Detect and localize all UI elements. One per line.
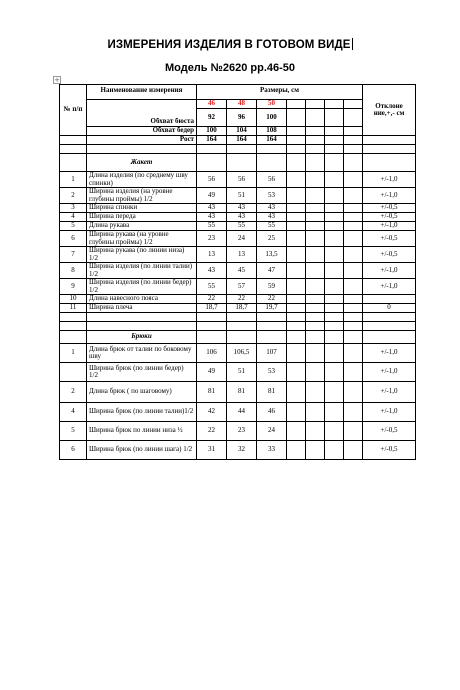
hips-value: 100 [197, 127, 227, 136]
empty-cell [325, 154, 344, 172]
size-value: 49 [197, 188, 227, 204]
size-value: 31 [197, 441, 227, 460]
measurement-name: Ширина рукава (по линии низа) 1/2 [87, 247, 197, 263]
size-value: 55 [197, 279, 227, 295]
empty-cell [197, 313, 227, 322]
height-value: 164 [227, 136, 257, 145]
measurement-name: Ширина переда [87, 213, 197, 222]
table-row [60, 172, 416, 188]
chest-value: 96 [227, 109, 257, 127]
size-value: 53 [257, 363, 287, 382]
table-row [60, 247, 416, 263]
tolerance-value: +/-1,0 [363, 363, 416, 382]
row-number: 1 [60, 172, 87, 188]
empty-cell [306, 154, 325, 172]
size-value: 56 [197, 172, 227, 188]
row-number: 9 [60, 279, 87, 295]
row-number: 2 [60, 188, 87, 204]
size-value: 25 [257, 231, 287, 247]
empty-cell [287, 382, 306, 403]
tolerance-value: +/-1,0 [363, 263, 416, 279]
empty-cell [287, 247, 306, 263]
tolerance-value: +/-0,5 [363, 441, 416, 460]
height-row [60, 136, 416, 145]
empty-cell [325, 363, 344, 382]
row-number: 1 [60, 344, 87, 363]
section-title: Брюки [87, 331, 197, 344]
header-sizes: Размеры, см [197, 85, 363, 100]
empty-cell [325, 403, 344, 422]
table-row [60, 263, 416, 279]
size-value: 56 [227, 172, 257, 188]
size-value: 51 [227, 188, 257, 204]
table-move-handle-icon[interactable]: + [54, 76, 60, 84]
measurement-name: Ширина плеча [87, 304, 197, 313]
empty-cell [87, 313, 197, 322]
empty-cell [325, 100, 344, 109]
empty-cell [306, 222, 325, 231]
size-value: 59 [257, 279, 287, 295]
empty-cell [363, 145, 416, 154]
size-value: 33 [257, 441, 287, 460]
empty-cell [325, 172, 344, 188]
empty-cell [325, 247, 344, 263]
hips-label: Обхват бедер [87, 127, 197, 136]
empty-cell [306, 403, 325, 422]
header-name: Наименование измерения [87, 85, 197, 100]
size-value: 22 [197, 422, 227, 441]
empty-cell [344, 213, 363, 222]
text-cursor [352, 38, 353, 50]
model-subtitle: Модель №2620 рр.46-50 [164, 62, 296, 74]
row-number: 10 [60, 295, 87, 304]
table-row [60, 295, 416, 304]
tolerance-value: +/-1,0 [363, 222, 416, 231]
empty-cell [344, 109, 363, 127]
row-number: 4 [60, 403, 87, 422]
empty-cell [344, 127, 363, 136]
empty-cell [257, 145, 287, 154]
size-value: 24 [257, 422, 287, 441]
empty-cell [287, 222, 306, 231]
tolerance-value: +/-0,5 [363, 204, 416, 213]
empty-cell [287, 295, 306, 304]
row-number: 2 [60, 382, 87, 403]
chest-label: Обхват бюста [87, 118, 197, 127]
empty-cell [257, 154, 287, 172]
empty-cell [325, 344, 344, 363]
height-value: 164 [197, 136, 227, 145]
tolerance-value: +/-1,0 [363, 279, 416, 295]
size-value: 13,5 [257, 247, 287, 263]
empty-cell [344, 304, 363, 313]
tolerance-value: 0 [363, 304, 416, 313]
empty-cell [344, 279, 363, 295]
chest-value: 92 [197, 109, 227, 127]
empty-cell [325, 231, 344, 247]
empty-cell [325, 441, 344, 460]
empty-cell [287, 172, 306, 188]
empty-cell [287, 422, 306, 441]
measurement-name: Ширина рукава (на уровне глубины проймы) 1/2 [87, 231, 197, 247]
size-value: 81 [227, 382, 257, 403]
size-value: 18,7 [227, 304, 257, 313]
size-value: 22 [197, 295, 227, 304]
empty-cell [306, 441, 325, 460]
size-value: 43 [227, 204, 257, 213]
size-value: 106 [197, 344, 227, 363]
empty-cell [325, 331, 344, 344]
empty-cell [306, 109, 325, 127]
tolerance-value [363, 295, 416, 304]
row-number: 8 [60, 263, 87, 279]
empty-cell [306, 213, 325, 222]
empty-cell [306, 422, 325, 441]
size-value: 47 [257, 263, 287, 279]
empty-cell [325, 322, 344, 331]
measurement-name: Ширина спинки [87, 204, 197, 213]
empty-cell [344, 344, 363, 363]
empty-cell [325, 222, 344, 231]
size-value: 55 [227, 222, 257, 231]
measurement-name: Ширина брюк (по линии талии)1/2 [87, 403, 197, 422]
empty-cell [287, 100, 306, 109]
size-label: 46 [197, 100, 227, 109]
row-number: 6 [60, 441, 87, 460]
header-tolerance: Отклоне ние,+,- см [363, 85, 416, 136]
empty-cell [287, 441, 306, 460]
size-value: 43 [197, 204, 227, 213]
measurement-name: Ширина изделия (на уровне глубины проймы) 1/2 [87, 188, 197, 204]
empty-cell [344, 204, 363, 213]
size-labels-row [60, 100, 416, 109]
size-value: 55 [257, 222, 287, 231]
header-blank [87, 100, 197, 118]
empty-cell [306, 331, 325, 344]
empty-cell [287, 231, 306, 247]
tolerance-value: +/-0,5 [363, 213, 416, 222]
empty-cell [325, 263, 344, 279]
section-title: Жакет [87, 154, 197, 172]
empty-cell [60, 322, 87, 331]
empty-cell [257, 313, 287, 322]
empty-cell [325, 295, 344, 304]
empty-cell [87, 322, 197, 331]
empty-cell [325, 204, 344, 213]
empty-cell [287, 263, 306, 279]
chest-value: 100 [257, 109, 287, 127]
measurement-name: Ширина изделия (по линии талии) 1/2 [87, 263, 197, 279]
empty-cell [306, 322, 325, 331]
empty-cell [363, 136, 416, 145]
empty-cell [363, 154, 416, 172]
size-value: 53 [257, 188, 287, 204]
empty-cell [306, 204, 325, 213]
measurement-name: Длина навесного пояса [87, 295, 197, 304]
table-row [60, 403, 416, 422]
empty-cell [344, 295, 363, 304]
size-label: 50 [257, 100, 287, 109]
empty-cell [325, 279, 344, 295]
empty-cell [306, 313, 325, 322]
empty-cell [287, 204, 306, 213]
empty-cell [227, 145, 257, 154]
empty-cell [257, 331, 287, 344]
hips-row [60, 127, 416, 136]
height-label: Рост [87, 136, 197, 145]
document-title-text: ИЗМЕРЕНИЯ ИЗДЕЛИЯ В ГОТОВОМ ВИДЕ [107, 39, 351, 51]
empty-cell [344, 441, 363, 460]
size-value: 22 [227, 295, 257, 304]
measurement-name: Ширина брюк (по линии шага) 1/2 [87, 441, 197, 460]
size-label: 48 [227, 100, 257, 109]
empty-cell [306, 263, 325, 279]
table-row [60, 363, 416, 382]
size-value: 43 [257, 204, 287, 213]
empty-cell [344, 422, 363, 441]
empty-cell [306, 279, 325, 295]
table-row [60, 222, 416, 231]
size-value: 23 [227, 422, 257, 441]
empty-cell [344, 231, 363, 247]
size-value: 51 [227, 363, 257, 382]
empty-cell [197, 331, 227, 344]
row-number: 4 [60, 213, 87, 222]
empty-cell [325, 313, 344, 322]
empty-cell [227, 331, 257, 344]
empty-cell [325, 145, 344, 154]
empty-cell [60, 331, 87, 344]
empty-cell [306, 295, 325, 304]
table-row [60, 213, 416, 222]
table-row [60, 204, 416, 213]
document-title [0, 38, 460, 51]
table-row [60, 382, 416, 403]
empty-cell [306, 136, 325, 145]
empty-cell [306, 382, 325, 403]
size-value: 24 [227, 231, 257, 247]
size-value: 56 [257, 172, 287, 188]
empty-cell [325, 127, 344, 136]
size-value: 13 [197, 247, 227, 263]
empty-cell [287, 304, 306, 313]
measurement-name: Длина рукава [87, 222, 197, 231]
empty-cell [363, 313, 416, 322]
tolerance-value: +/-0,5 [363, 422, 416, 441]
hips-value: 108 [257, 127, 287, 136]
table-row [60, 279, 416, 295]
empty-cell [344, 263, 363, 279]
empty-cell [197, 322, 227, 331]
row-number: 5 [60, 422, 87, 441]
tolerance-value: +/-0,5 [363, 231, 416, 247]
empty-cell [344, 136, 363, 145]
empty-cell [227, 313, 257, 322]
spacer-row [60, 145, 416, 154]
empty-cell [306, 247, 325, 263]
size-value: 57 [227, 279, 257, 295]
row-number: 6 [60, 231, 87, 247]
size-value: 107 [257, 344, 287, 363]
size-value: 43 [197, 263, 227, 279]
tolerance-value: +/-1,0 [363, 188, 416, 204]
empty-cell [306, 127, 325, 136]
size-value: 45 [227, 263, 257, 279]
size-value: 32 [227, 441, 257, 460]
size-value: 13 [227, 247, 257, 263]
hips-value: 104 [227, 127, 257, 136]
empty-cell [306, 145, 325, 154]
empty-cell [287, 313, 306, 322]
empty-cell [306, 172, 325, 188]
measurements-table [59, 84, 416, 460]
size-value: 43 [257, 213, 287, 222]
size-value: 43 [227, 213, 257, 222]
row-number [60, 363, 87, 382]
measurement-name: Ширина брюк (по линии бедер) 1/2 [87, 363, 197, 382]
empty-cell [325, 382, 344, 403]
empty-cell [227, 154, 257, 172]
empty-cell [287, 279, 306, 295]
row-number: 11 [60, 304, 87, 313]
size-value: 106,5 [227, 344, 257, 363]
empty-cell [344, 403, 363, 422]
empty-cell [306, 344, 325, 363]
section-title-row [60, 331, 416, 344]
empty-cell [344, 172, 363, 188]
row-number: 3 [60, 204, 87, 213]
row-number: 7 [60, 247, 87, 263]
empty-cell [287, 213, 306, 222]
tolerance-value: +/-1,0 [363, 344, 416, 363]
measurement-name: Длина изделия (по среднему шву спинки) [87, 172, 197, 188]
tolerance-value: +/-0,5 [363, 247, 416, 263]
size-value: 19,7 [257, 304, 287, 313]
empty-cell [197, 145, 227, 154]
empty-cell [87, 145, 197, 154]
empty-cell [344, 247, 363, 263]
empty-cell [60, 154, 87, 172]
empty-cell [344, 100, 363, 109]
empty-cell [363, 322, 416, 331]
header-row [60, 85, 416, 100]
empty-cell [287, 127, 306, 136]
section-title-row [60, 154, 416, 172]
tolerance-value: +/-1,0 [363, 172, 416, 188]
measurement-name: Длина брюк от талии по боковому шву [87, 344, 197, 363]
size-value: 42 [197, 403, 227, 422]
empty-cell [306, 188, 325, 204]
empty-cell [306, 304, 325, 313]
size-value: 81 [257, 382, 287, 403]
empty-cell [306, 231, 325, 247]
empty-cell [287, 344, 306, 363]
empty-cell [306, 100, 325, 109]
table-row [60, 441, 416, 460]
empty-cell [325, 136, 344, 145]
size-value: 81 [197, 382, 227, 403]
empty-cell [287, 109, 306, 127]
table-row [60, 188, 416, 204]
spacer-row [60, 313, 416, 322]
empty-cell [344, 313, 363, 322]
size-value: 23 [197, 231, 227, 247]
empty-cell [344, 188, 363, 204]
size-value: 43 [197, 213, 227, 222]
empty-cell [287, 188, 306, 204]
empty-cell [363, 331, 416, 344]
empty-cell [257, 322, 287, 331]
empty-cell [287, 331, 306, 344]
empty-cell [344, 322, 363, 331]
empty-cell [60, 145, 87, 154]
empty-cell [325, 422, 344, 441]
empty-cell [287, 136, 306, 145]
empty-cell [325, 304, 344, 313]
empty-cell [227, 322, 257, 331]
size-value: 44 [227, 403, 257, 422]
empty-cell [325, 213, 344, 222]
size-value: 46 [257, 403, 287, 422]
spacer-row [60, 322, 416, 331]
header-num: № п/п [60, 85, 87, 136]
empty-cell [344, 382, 363, 403]
empty-cell [197, 154, 227, 172]
row-number: 5 [60, 222, 87, 231]
empty-cell [344, 363, 363, 382]
empty-cell [325, 109, 344, 127]
measurement-name: Ширина изделия (по линии бедер) 1/2 [87, 279, 197, 295]
empty-cell [344, 222, 363, 231]
measurement-name: Ширина брюк по линии низа ½ [87, 422, 197, 441]
size-value: 18,7 [197, 304, 227, 313]
tolerance-value: +/-1,0 [363, 403, 416, 422]
table-row [60, 422, 416, 441]
size-value: 49 [197, 363, 227, 382]
empty-cell [344, 145, 363, 154]
empty-cell [306, 363, 325, 382]
size-value: 22 [257, 295, 287, 304]
table-row [60, 304, 416, 313]
empty-cell [287, 322, 306, 331]
empty-cell [287, 403, 306, 422]
table-row [60, 344, 416, 363]
empty-cell [287, 154, 306, 172]
empty-cell [344, 331, 363, 344]
tolerance-value: +/-1,0 [363, 382, 416, 403]
table-row [60, 231, 416, 247]
empty-cell [287, 145, 306, 154]
empty-cell [60, 136, 87, 145]
empty-cell [60, 313, 87, 322]
measurement-name: Длина брюк ( по шаговому) [87, 382, 197, 403]
height-value: 164 [257, 136, 287, 145]
empty-cell [287, 363, 306, 382]
size-value: 55 [197, 222, 227, 231]
empty-cell [325, 188, 344, 204]
empty-cell [344, 154, 363, 172]
